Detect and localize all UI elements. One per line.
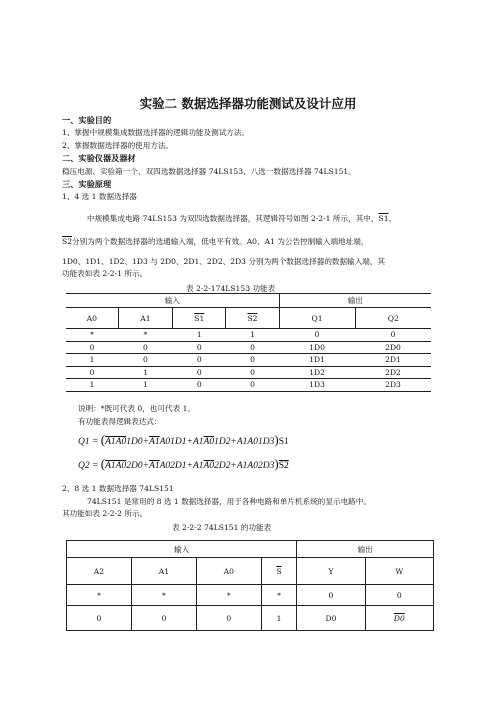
paragraph-text: 中规模集成电路 74LS153 为双四选数据选择器，其逻辑符号如图 2-2-1 所示，其中， [87, 214, 379, 223]
formula-term: 2D1 [170, 461, 187, 471]
table-cell: 1D3 [279, 379, 355, 392]
table-cell: 1 [261, 606, 297, 631]
table-cell: 1D2 [279, 366, 355, 379]
table-header-row [66, 294, 431, 308]
section-heading-principle: 三、实验原理 [62, 179, 112, 189]
objective-item-2: 2、掌握数据选择器的使用方法。 [62, 141, 174, 150]
formula-op: + [142, 461, 150, 471]
table-cell: 0 [279, 329, 355, 342]
table1-caption: 表 2-2-174LS153 功能表 [186, 284, 276, 293]
s1-symbol: S1 [194, 313, 205, 323]
table-cell [365, 606, 433, 631]
table-header-cell: A1 [131, 558, 196, 585]
table-cell: 1 [118, 379, 173, 392]
table-cell: 0 [226, 379, 279, 392]
paren-open-icon: ( [100, 456, 106, 471]
table-cell: 1 [118, 366, 173, 379]
table-header-cell [261, 558, 297, 585]
table-header-cell: A0 [196, 558, 261, 585]
table-cell: 0 [173, 341, 226, 354]
formula-term: A0 [203, 461, 215, 471]
formula-term: 1D3 [257, 437, 275, 447]
s2-symbol: S2 [62, 237, 73, 246]
table-cell: 0 [173, 379, 226, 392]
formula-intro: 有功能表得逻辑表达式： [78, 417, 162, 426]
table-group-output: 输出 [297, 541, 434, 558]
section-heading-objectives: 一、实验目的 [62, 115, 112, 125]
table-row [67, 606, 434, 631]
paren-close-icon: ) [274, 456, 279, 471]
function-table-74ls153 [66, 293, 431, 392]
table-cell: * [261, 585, 297, 606]
section-heading-equipment: 二、实验仪器及器材 [62, 153, 136, 163]
table2-caption: 表 2-2-2 74LS151 的功能表 [172, 523, 272, 532]
table-row [66, 341, 431, 354]
table-header-cell: Y [297, 558, 365, 585]
formula-op: + [230, 461, 237, 471]
paragraph-line-3: 1D0、1D1、1D2、1D3 与 2D0、2D1、2D2、2D3 分别为两个数据选择器的数据输入端，其 [62, 257, 386, 266]
formula-term: A1A0 [236, 437, 258, 447]
table-cell: 1D1 [279, 354, 355, 367]
objective-item-1: 1、掌握中规模集成数据选择器的逻辑功能及测试方法。 [62, 128, 250, 137]
formula-term: A1 [192, 461, 204, 471]
formula-q2 [78, 456, 289, 472]
formula-term: A1 [192, 437, 204, 447]
paragraph-text: 分别为两个数据选择器的选通输入端，低电平有效。A0、A1 为公告控制输入端地址端， [72, 237, 369, 246]
paragraph-text: 、 [388, 214, 397, 223]
table-cell: 0 [196, 606, 261, 631]
formula-term: S2 [278, 461, 289, 471]
d0-inverted: D0 [393, 613, 405, 623]
table-cell: 2D1 [355, 354, 431, 367]
table-cell: 0 [67, 606, 132, 631]
formula-term: A1 [149, 461, 160, 471]
table-row [67, 585, 434, 606]
formula-op: + [186, 461, 193, 471]
table-header-cell [173, 308, 226, 329]
formula-term: A1A0 [105, 461, 127, 471]
paren-close-icon: ) [274, 432, 279, 447]
table-cell: 0 [173, 366, 226, 379]
table-group-output: 输出 [279, 294, 431, 308]
table-cell: 0 [66, 341, 118, 354]
table-cell: 0 [226, 341, 279, 354]
table-cell: 0 [297, 585, 365, 606]
formula-term: 2D2 [214, 461, 231, 471]
formula-term: 1D1 [170, 437, 187, 447]
formula-op: + [186, 437, 193, 447]
table-cell: 1 [173, 329, 226, 342]
formula-term: 2D0 [126, 461, 143, 471]
table-cell: 0 [118, 341, 173, 354]
table-cell: 1 [66, 379, 118, 392]
paragraph-line-4: 功能表如表 2-2-1 所示。 [62, 269, 148, 278]
paragraph-line: 其功能如表 2-2-2 所示。 [62, 509, 148, 518]
table-cell: 0 [365, 585, 433, 606]
table-row [66, 366, 431, 379]
formula-term: A1 [149, 437, 160, 447]
formula-term: A0 [159, 437, 171, 447]
formula-q1 [78, 432, 289, 448]
table-cell: * [196, 585, 261, 606]
table-header-cell: A2 [67, 558, 132, 585]
formula-term: A1A0 [236, 461, 258, 471]
table-header-row [67, 541, 434, 558]
formula-term: S1 [278, 437, 289, 447]
table-cell: * [118, 329, 173, 342]
table-group-input: 输入 [67, 541, 297, 558]
subsection-8to1: 2、8 选 1 数据选择器 74LS151 [62, 484, 174, 493]
table-cell: * [131, 585, 196, 606]
table-cell: 0 [355, 329, 431, 342]
table-cell: D0 [297, 606, 365, 631]
paragraph-line-1 [87, 213, 396, 224]
table-cell: 1 [66, 354, 118, 367]
table-note: 说明：*既可代表 0，也可代表 1。 [78, 404, 196, 413]
table-header-cell: Q2 [355, 308, 431, 329]
paren-open-icon: ( [100, 432, 106, 447]
table-header-cell: A1 [118, 308, 173, 329]
table-cell: 1 [226, 329, 279, 342]
table-group-input: 输入 [66, 294, 279, 308]
s-symbol: $\overline{S}$ [276, 566, 282, 576]
paragraph-line-2 [62, 236, 368, 247]
formula-term: 1D2 [214, 437, 231, 447]
table-cell: 1D0 [279, 341, 355, 354]
table-cell: 0 [66, 366, 118, 379]
formula-term: A1A0 [105, 437, 127, 447]
table-cell: 0 [173, 354, 226, 367]
formula-term: A0 [159, 461, 171, 471]
formula-lhs: Q1 = [78, 437, 99, 447]
formula-op: + [230, 437, 237, 447]
subsection-4to1: 1、4 选 1 数据选择器 [62, 192, 137, 201]
formula-lhs: Q2 = [78, 461, 99, 471]
table-row [66, 379, 431, 392]
s2-symbol: S2 [247, 313, 258, 323]
formula-term: 2D3 [257, 461, 275, 471]
s1-symbol: S1 [378, 214, 389, 223]
table-row [66, 329, 431, 342]
function-table-74ls151 [66, 540, 434, 631]
table-cell: * [67, 585, 132, 606]
table-header-cell [226, 308, 279, 329]
table-cell: 2D0 [355, 341, 431, 354]
table-header-cell: W [365, 558, 433, 585]
table-header-cell: Q1 [279, 308, 355, 329]
table-cell: 0 [226, 354, 279, 367]
table-cell: 2D2 [355, 366, 431, 379]
table-row [66, 354, 431, 367]
formula-op: + [142, 437, 150, 447]
paragraph-line: 74LS151 是常用的 8 选 1 数据选择器，用于各种电路和单片机系统的显示电路中。 [87, 497, 371, 506]
table-cell: 0 [118, 354, 173, 367]
table-cell: 0 [131, 606, 196, 631]
table-header-row [67, 558, 434, 585]
table-cell: 0 [226, 366, 279, 379]
table-header-row [66, 308, 431, 329]
table-header-cell: A0 [66, 308, 118, 329]
table-cell: 2D3 [355, 379, 431, 392]
formula-term: 1D0 [126, 437, 143, 447]
formula-term: A0 [203, 437, 215, 447]
table-cell: * [66, 329, 118, 342]
equipment-text: 稳压电源、实验箱一个、双四选数据选择器 74LS153、八选一数据选择器 74LS151。 [62, 167, 356, 176]
page-title: 实验二 数据选择器功能测试及设计应用 [139, 96, 357, 111]
